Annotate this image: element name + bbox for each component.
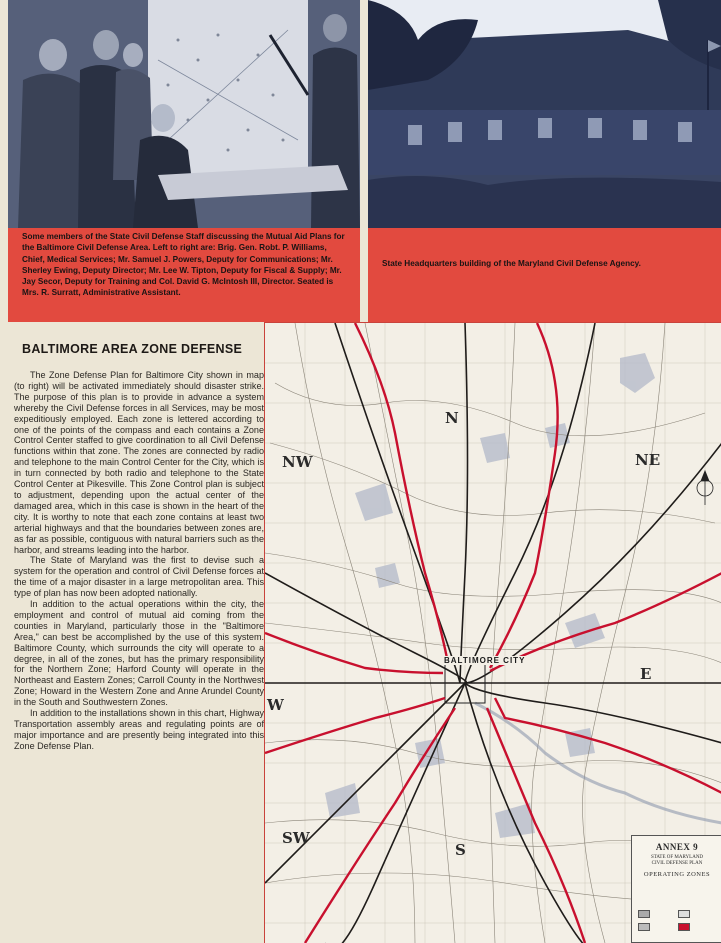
staff-caption-text: Some members of the State Civil Defense Staff discussing the Mutual Aid Plans for the Baltimore Civil Defense Area. Left to right are: Brig. Gen. Robt. P. Williams, Chief, Medical Services; Mr. Samuel J. Powers, Deputy for Communications; Mr. Sherley Ewing, Deputy Director; Mr. Lee W. Tipton, Deputy for Fiscal & Supply; Mr. Jay Secor, Deputy for Training and Col. David G. McIntosh III, Director. Seated is Mrs. R. Surratt, Administrative Assistant. [22,232,345,298]
annex-subtitle-plan: CIVIL DEFENSE PLAN [651,861,703,866]
legend-swatch-2 [678,910,690,918]
zone-label-s: S [455,841,466,859]
zone-map [264,322,721,943]
article-paragraph-2: The State of Maryland was the first to devise such a system for the operation and control of Civil Defense forces at the time of a major disaster in a large metropolitan area. This type of plan has now been adopted nationally. [14,555,264,599]
headquarters-illustration [368,0,721,228]
article-paragraph-1: The Zone Defense Plan for Baltimore City shown in map (to right) will be activated immediately should disaster strike. The purpose of this plan is to provide in advance a system whereby the Civil Defense forces in all Services, may be most expeditiously employed. Each zone is lettered according to one of the points of the compass and each contains a Zone Control Center staffed to give coordination to all Civil Defense functions within that zone. The zones are connected by radio and telephone to the main Control Center for the City, which is in turn connected by both radio and telephone to the State Control Center at Pikesville. This Zone Control plan is subject to adjustment, depending upon the actual center of the damaged area, which in this case is shown in the heart of the city. It is worthy to note that each zone contains at least two arterial highways and that the boundaries between zones are, as far as possible, contiguous with natural barriers such as the harbor, and streams leading into the harbor. [14,370,264,555]
zone-label-ne: NE [635,451,661,469]
headquarters-photo-caption [368,228,721,322]
city-label: BALTIMORE CITY [444,656,526,665]
headquarters-photo [368,0,721,228]
headquarters-caption-text: State Headquarters building of the Maryland Civil Defense Agency. [382,259,641,268]
staff-photo-illustration [8,0,360,228]
zone-label-w: W [267,696,284,714]
annex-title: ANNEX 9 [655,842,699,852]
annex-subtitle-state: STATE OF MARYLAND [650,855,704,860]
annex-heading: OPERATING ZONES [643,871,711,878]
legend-swatch-1 [638,910,650,918]
staff-photo-caption [8,228,360,322]
article [14,342,264,752]
legend-swatch-4 [678,923,690,931]
zone-label-n: N [445,409,459,427]
article-title: BALTIMORE AREA ZONE DEFENSE [22,342,243,356]
article-paragraph-3: In addition to the actual operations within the city, the employment and control of mutual aid coming from the counties in Maryland, particularly those in the "Baltimore Area," can best be accomplished by the use of this system. Baltimore County, which surrounds the city will operate to a degree, in all of the zones, but has the primary responsibility for the Northern Zone; Harford County will operate in the Northeast and Eastern Zones; Carroll County in the Northwest Zone; Howard in the Western Zone and Anne Arundel County in the South and Southwestern Zones. [14,599,264,708]
annex-legend-box [631,835,721,943]
staff-photo [8,0,360,228]
map-legend [638,910,716,936]
legend-swatch-3 [638,923,650,931]
zone-label-nw: NW [282,453,313,471]
zone-label-e: E [640,665,652,683]
zone-label-sw: SW [282,829,310,847]
article-paragraph-4: In addition to the installations shown in this chart, Highway Transportation assembly areas and regulating points are of major importance and are presently being integrated into this Zone Defense Plan. [14,708,264,751]
